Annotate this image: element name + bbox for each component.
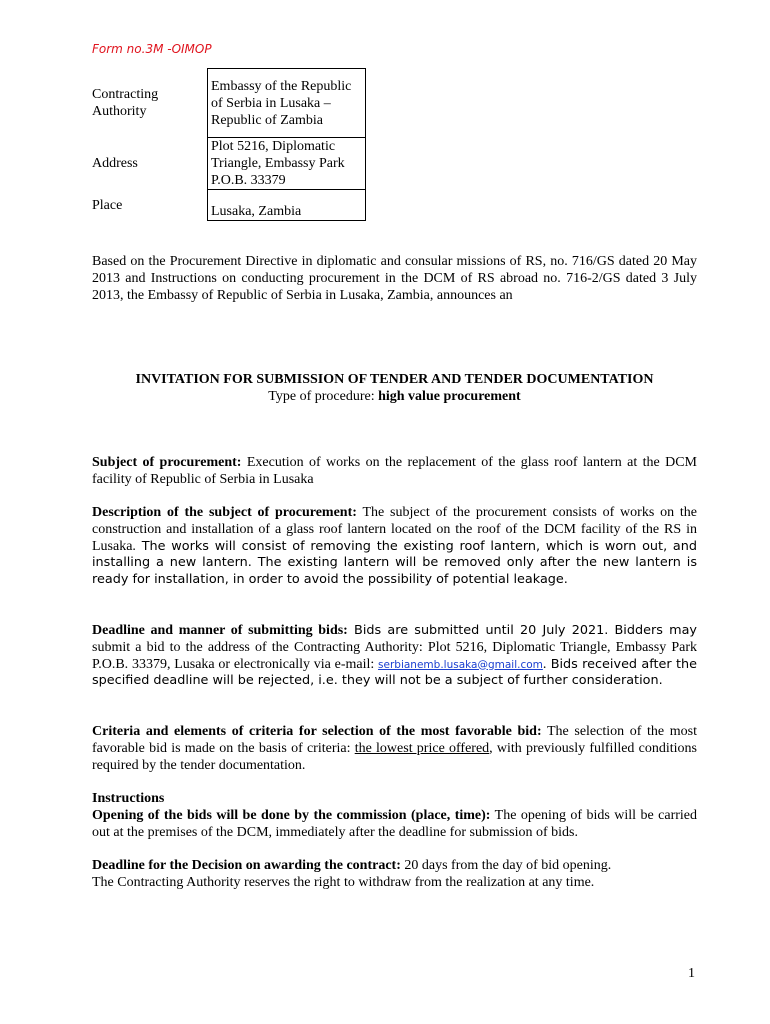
withdraw-note: The Contracting Authority reserves the right to withdraw from the realization at any time.	[92, 874, 595, 890]
description-paragraph	[92, 505, 697, 589]
deadline-rejection-text: Bids received after the specified deadline will be rejected, i.e. they will not be a subject of further consideration.	[92, 656, 697, 689]
deadline-address-text: submit a bid to the address of the Contracting Authority: Plot 5216, Diplomatic Triangle, Embassy Park P.O.B. 33379, Lusaka or electronically via e-mail:	[92, 639, 697, 672]
criteria-paragraph	[92, 724, 697, 774]
address-label: Address	[92, 156, 138, 171]
criteria-text: The selection of the most favorable bid is made on the basis of criteria:	[92, 724, 697, 756]
contracting-authority-table	[92, 68, 366, 221]
subject-text: Execution of works on the replacement of the glass roof lantern at the DCM facility of Republic of Serbia in Lusaka	[92, 455, 697, 487]
contracting-authority-value: Embassy of the Republic of Serbia in Lusaka – Republic of Zambia	[208, 69, 366, 138]
deadline-date-text: Bids are submitted until 20 July 2021. Bidders may	[347, 623, 697, 638]
place-label: Place	[92, 197, 123, 213]
procedure-label: Type of procedure:	[268, 389, 379, 404]
deadline-punct: .	[542, 656, 547, 672]
deadline-paragraph	[92, 623, 697, 690]
criteria-label: Criteria and elements of criteria for selection of the most favorable bid:	[92, 724, 542, 739]
document-title: INVITATION FOR SUBMISSION OF TENDER AND TENDER DOCUMENTATION	[135, 372, 654, 387]
place-value: Lusaka, Zambia	[208, 190, 366, 221]
decision-label: Deadline for the Decision on awarding the contract:	[92, 858, 401, 873]
intro-paragraph: Based on the Procurement Directive in diplomatic and consular missions of RS, no. 716/GS dated 20 May 2013 and Instructions on conducting procurement in the DCM of RS abroad no. 716-2/GS dated 3 July 2013, the Embassy of Republic of Serbia in Lusaka, Zambia, announces an	[92, 254, 697, 303]
description-text: The subject of the procurement consists of works on the construction and installation of a glass roof lantern located on the roof of the DCM facility of the RS in Lusaka.	[92, 505, 697, 554]
criteria-text-end: , with previously fulfilled conditions required by the tender documentation.	[92, 740, 697, 773]
opening-label: Opening of the bids will be done by the commission (place, time):	[92, 807, 491, 823]
description-text-works: The works will consist of removing the existing roof lantern, which is worn out, and installing a new lantern. The existing lantern will be removed only after the new lantern is ready for installation, in order to avoid the possibility of potential leakage.	[92, 538, 697, 588]
page-number: 1	[688, 966, 695, 981]
table-row	[92, 69, 366, 138]
criteria-lowest-price: the lowest price offered	[354, 740, 490, 756]
instructions-heading: Instructions	[92, 791, 165, 806]
decision-paragraph	[92, 858, 697, 892]
address-value: Plot 5216, Diplomatic Triangle, Embassy Park P.O.B. 33379	[208, 138, 366, 190]
description-label: Description of the subject of procurement:	[92, 505, 357, 520]
contracting-authority-label: Contracting Authority	[92, 87, 159, 119]
subject-paragraph	[92, 455, 697, 489]
instructions-block	[92, 791, 697, 841]
form-number-label: Form no.3M -OIMOP	[92, 42, 212, 56]
decision-text: 20 days from the day of bid opening.	[400, 858, 612, 873]
procedure-value: high value procurement	[378, 389, 521, 404]
table-row	[92, 190, 366, 221]
email-link[interactable]: serbianemb.lusaka@gmail.com	[378, 658, 543, 671]
subject-label: Subject of procurement:	[92, 455, 242, 470]
table-row	[92, 138, 366, 190]
procedure-type	[92, 388, 697, 405]
opening-text: The opening of bids will be carried out at the premises of the DCM, immediately after the deadline for submission of bids.	[92, 807, 697, 840]
deadline-label: Deadline and manner of submitting bids:	[92, 623, 348, 638]
